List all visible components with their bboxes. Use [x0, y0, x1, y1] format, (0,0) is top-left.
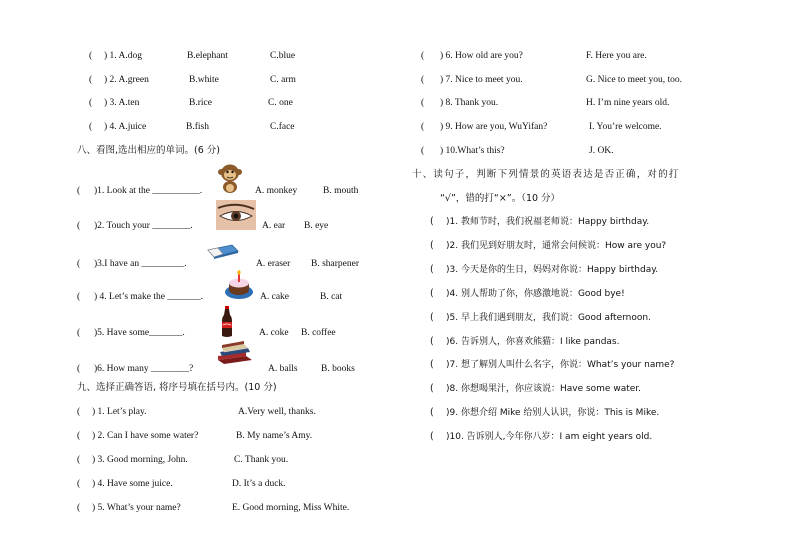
option-b: B. mouth	[323, 186, 359, 196]
q10-statement: )10. 告诉别人,今年你八岁：I am eight years old.	[446, 432, 653, 442]
coke-icon	[219, 306, 235, 338]
q9-question: ) 7. Nice to meet you.	[440, 75, 523, 85]
q10-statement: )2. 我们见到好朋友时，通常会问候说：How are you?	[446, 241, 667, 251]
answer-paren[interactable]: (	[421, 146, 425, 156]
q8-item-text: ) 4. Let’s make the _______.	[94, 292, 203, 302]
option-b: B.elephant	[187, 51, 228, 61]
q7-item-2: ) 2. A.green	[104, 75, 149, 85]
q7-item-1: ) 1. A.dog	[104, 51, 143, 61]
answer-paren[interactable]: (	[77, 259, 81, 269]
q10-statement: )7. 想了解别人叫什么名字，你说：What’s your name?	[446, 360, 675, 370]
option-b: B. coffee	[301, 328, 336, 338]
answer-paren[interactable]: (	[77, 328, 81, 338]
option-a: A. monkey	[255, 186, 298, 196]
books-icon	[216, 340, 254, 366]
q7-item-4: ) 4. A.juice	[104, 122, 147, 132]
option-b: B. eye	[304, 221, 329, 231]
option-b: B.fish	[186, 122, 209, 132]
eye-icon	[216, 200, 256, 230]
q8-item-text: )6. How many ________?	[94, 364, 194, 374]
option-b: B. sharpener	[311, 259, 360, 269]
option-a: A. balls	[268, 364, 298, 374]
q9-question: ) 3. Good morning, John.	[92, 455, 188, 465]
q9-answer: F. Here you are.	[586, 51, 647, 61]
answer-paren[interactable]: (	[430, 407, 434, 418]
monkey-icon	[218, 163, 242, 193]
q8-item-text: )5. Have some_______.	[94, 328, 185, 338]
option-b: B. books	[321, 364, 355, 374]
q9-answer: A.Very well, thanks.	[238, 407, 316, 417]
cake-icon	[224, 270, 254, 300]
eraser-icon	[206, 242, 240, 260]
answer-paren[interactable]: (	[430, 288, 434, 299]
answer-paren[interactable]: (	[421, 98, 425, 108]
answer-paren[interactable]: (	[77, 292, 81, 302]
answer-paren[interactable]: (	[430, 359, 434, 370]
answer-paren[interactable]: (	[89, 122, 93, 132]
q9-answer: E. Good morning, Miss White.	[232, 503, 350, 513]
answer-paren[interactable]: (	[430, 240, 434, 251]
q10-statement: )5. 早上我们遇到朋友，我们说：Good afternoon.	[446, 313, 651, 323]
q9-question: ) 6. How old are you?	[440, 51, 523, 61]
answer-paren[interactable]: (	[430, 336, 434, 347]
q10-statement: )8. 你想喝果汁，你应该说：Have some water.	[446, 384, 642, 394]
option-b: B.white	[189, 75, 219, 85]
option-a: A. ear	[262, 221, 286, 231]
q7-item-3: ) 3. A.ten	[104, 98, 140, 108]
q10-statement: )1. 教师节时，我们祝福老师说：Happy birthday.	[446, 217, 650, 227]
q10-statement: )3. 今天是你的生日，妈妈对你说：Happy birthday.	[446, 265, 659, 275]
answer-paren[interactable]: (	[421, 75, 425, 85]
q9-question: ) 8. Thank you.	[440, 98, 499, 108]
q8-item-text: )1. Look at the __________.	[94, 186, 203, 196]
answer-paren[interactable]: (	[421, 122, 425, 132]
q8-item-text: )2. Touch your ________.	[94, 221, 193, 231]
answer-paren[interactable]: (	[89, 75, 93, 85]
q9-question: ) 1. Let’s play.	[92, 407, 147, 417]
answer-paren[interactable]: (	[77, 455, 81, 465]
q10-statement: )4. 别人帮助了你，你感激地说：Good bye!	[446, 289, 625, 299]
section-heading: 十、读句子，判断下列情景的英语表达是否正确，对的打	[412, 169, 680, 180]
answer-paren[interactable]: (	[89, 51, 93, 61]
q9-answer: C. Thank you.	[234, 455, 289, 465]
section-heading: 八、看图,选出相应的单词。(6 分)	[77, 145, 220, 156]
q9-question: ) 2. Can I have some water?	[92, 431, 199, 441]
answer-paren[interactable]: (	[77, 431, 81, 441]
answer-paren[interactable]: (	[430, 383, 434, 394]
answer-paren[interactable]: (	[421, 51, 425, 61]
q10-statement: )9. 你想介绍 Mike 给别人认识，你说：This is Mike.	[446, 408, 660, 418]
answer-paren[interactable]: (	[77, 364, 81, 374]
q9-answer: G. Nice to meet you, too.	[586, 75, 683, 85]
section-heading: 九、选择正确答语, 将序号填在括号内。(10 分)	[77, 382, 277, 393]
q9-question: ) 9. How are you, WuYifan?	[440, 122, 548, 132]
q9-question: ) 4. Have some juice.	[92, 479, 173, 489]
answer-paren[interactable]: (	[430, 216, 434, 227]
answer-paren[interactable]: (	[430, 264, 434, 275]
option-b: B. cat	[320, 292, 343, 302]
option-b: B.rice	[189, 98, 212, 108]
answer-paren[interactable]: (	[77, 186, 81, 196]
option-c: C. one	[268, 98, 293, 108]
q9-question: ) 10.What’s this?	[440, 146, 505, 156]
q10-statement: )6. 告诉别人，你喜欢熊猫：I like pandas.	[446, 337, 620, 347]
answer-paren[interactable]: (	[77, 503, 81, 513]
answer-paren[interactable]: (	[430, 312, 434, 323]
answer-paren[interactable]: (	[430, 431, 434, 442]
q9-answer: J. OK.	[589, 146, 614, 156]
option-c: C.blue	[270, 51, 296, 61]
answer-paren[interactable]: (	[77, 407, 81, 417]
q9-answer: B. My name’s Amy.	[236, 431, 313, 441]
option-c: C.face	[270, 122, 295, 132]
section-heading-line2: “√”，错的打“×”。（10 分）	[440, 193, 561, 204]
q9-answer: D. It’s a duck.	[232, 479, 286, 489]
option-a: A. coke	[259, 328, 289, 338]
option-a: A. cake	[260, 292, 290, 302]
option-c: C. arm	[270, 75, 296, 85]
answer-paren[interactable]: (	[77, 479, 81, 489]
option-a: A. eraser	[256, 259, 291, 269]
q9-answer: H. I’m nine years old.	[586, 98, 670, 108]
answer-paren[interactable]: (	[89, 98, 93, 108]
q9-answer: I. You’re welcome.	[589, 122, 662, 132]
q9-question: ) 5. What’s your name?	[92, 503, 181, 513]
answer-paren[interactable]: (	[77, 221, 81, 231]
q8-item-text: )3.I have an _________.	[94, 259, 187, 269]
